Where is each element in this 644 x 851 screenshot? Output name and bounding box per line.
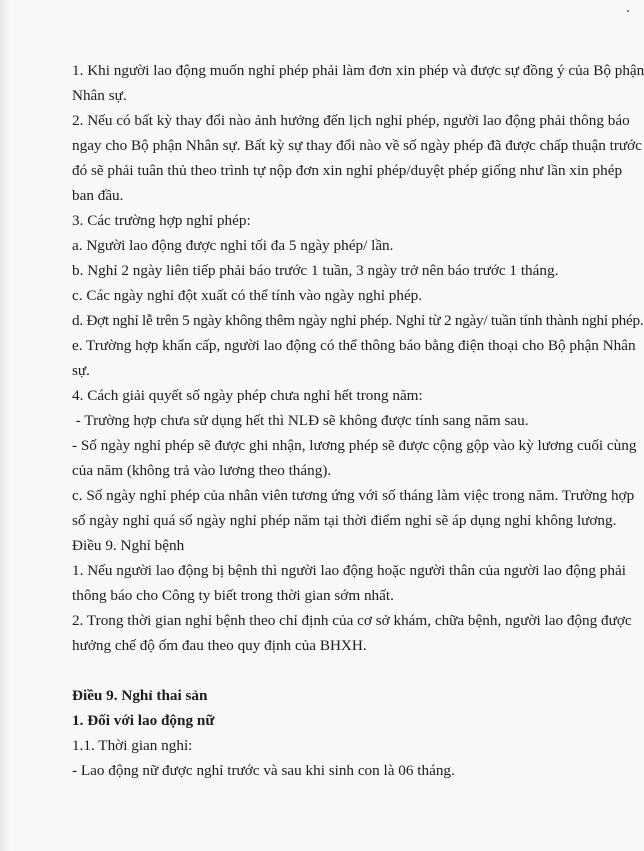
scan-speck: [627, 10, 629, 12]
paragraph-gap: [72, 658, 612, 683]
text-line: Nhân sự.: [72, 87, 127, 104]
text-line: d. Đợt nghỉ lễ trên 5 ngày không thêm ngày nghỉ phép. Nghỉ từ 2 ngày/ tuần tính thành nghỉ phép.: [72, 312, 644, 329]
text-line: - Lao động nữ được nghỉ trước và sau khi sinh con là 06 tháng.: [72, 762, 455, 779]
text-line: 3. Các trường hợp nghỉ phép:: [72, 212, 251, 229]
text-line: - Số ngày nghỉ phép sẽ được ghi nhận, lương phép sẽ được cộng gộp vào kỳ lương cuối cùng: [72, 437, 637, 454]
text-line: c. Số ngày nghỉ phép của nhân viên tương ứng với số tháng làm việc trong năm. Trường hợp: [72, 487, 635, 504]
text-line: đó sẽ phải tuân thủ theo trình tự nộp đơn xin nghỉ phép/duyệt phép giống như lần xin phép: [72, 162, 623, 179]
text-line: ngay cho Bộ phận Nhân sự. Bất kỳ sự thay đổi nào về số ngày phép đã được chấp thuận trước: [72, 137, 642, 154]
text-line: c. Các ngày nghỉ đột xuất có thể tính vào ngày nghỉ phép.: [72, 287, 423, 304]
text-line: ban đầu.: [72, 187, 124, 204]
text-line: e. Trường hợp khẩn cấp, người lao động có thể thông báo bằng điện thoại cho Bộ phận Nhân: [72, 337, 636, 354]
text-line: thông báo cho Công ty biết trong thời gian sớm nhất.: [72, 587, 394, 604]
text-line: b. Nghỉ 2 ngày liên tiếp phải báo trước 1 tuần, 3 ngày trở nên báo trước 1 tháng.: [72, 262, 559, 279]
text-line: 2. Trong thời gian nghỉ bệnh theo chỉ định của cơ sở khám, chữa bệnh, người lao động được: [72, 612, 632, 629]
section-heading-sick-leave: Điều 9. Nghỉ bệnh: [72, 537, 185, 554]
text-line: sự.: [72, 362, 90, 379]
text-line: 2. Nếu có bất kỳ thay đổi nào ảnh hưởng đến lịch nghỉ phép, người lao động phải thông báo: [72, 112, 630, 129]
text-line: - Trường hợp chưa sử dụng hết thì NLĐ sẽ không được tính sang năm sau.: [72, 412, 529, 429]
subsection-heading-time: 1.1. Thời gian nghỉ:: [72, 737, 193, 754]
subsection-heading-female: 1. Đối với lao động nữ: [72, 712, 215, 729]
text-line: số ngày nghỉ quá số ngày nghỉ phép năm tại thời điểm nghỉ sẽ áp dụng nghỉ không lương.: [72, 512, 617, 529]
page-edge-shadow: [0, 0, 10, 851]
section-heading-maternity: Điều 9. Nghỉ thai sản: [72, 687, 208, 704]
text-line: 4. Cách giải quyết số ngày phép chưa nghỉ hết trong năm:: [72, 387, 423, 404]
text-line: 1. Nếu người lao động bị bệnh thì người lao động hoặc người thân của người lao động phải: [72, 562, 626, 579]
document-body: [72, 58, 644, 783]
text-line: hưởng chế độ ốm đau theo quy định của BHXH.: [72, 637, 367, 654]
text-line: a. Người lao động được nghỉ tối đa 5 ngày phép/ lần.: [72, 237, 394, 254]
text-line: của năm (không trả vào lương theo tháng).: [72, 462, 332, 479]
text-line: 1. Khi người lao động muốn nghỉ phép phải làm đơn xin phép và được sự đồng ý của Bộ phận: [72, 62, 644, 79]
